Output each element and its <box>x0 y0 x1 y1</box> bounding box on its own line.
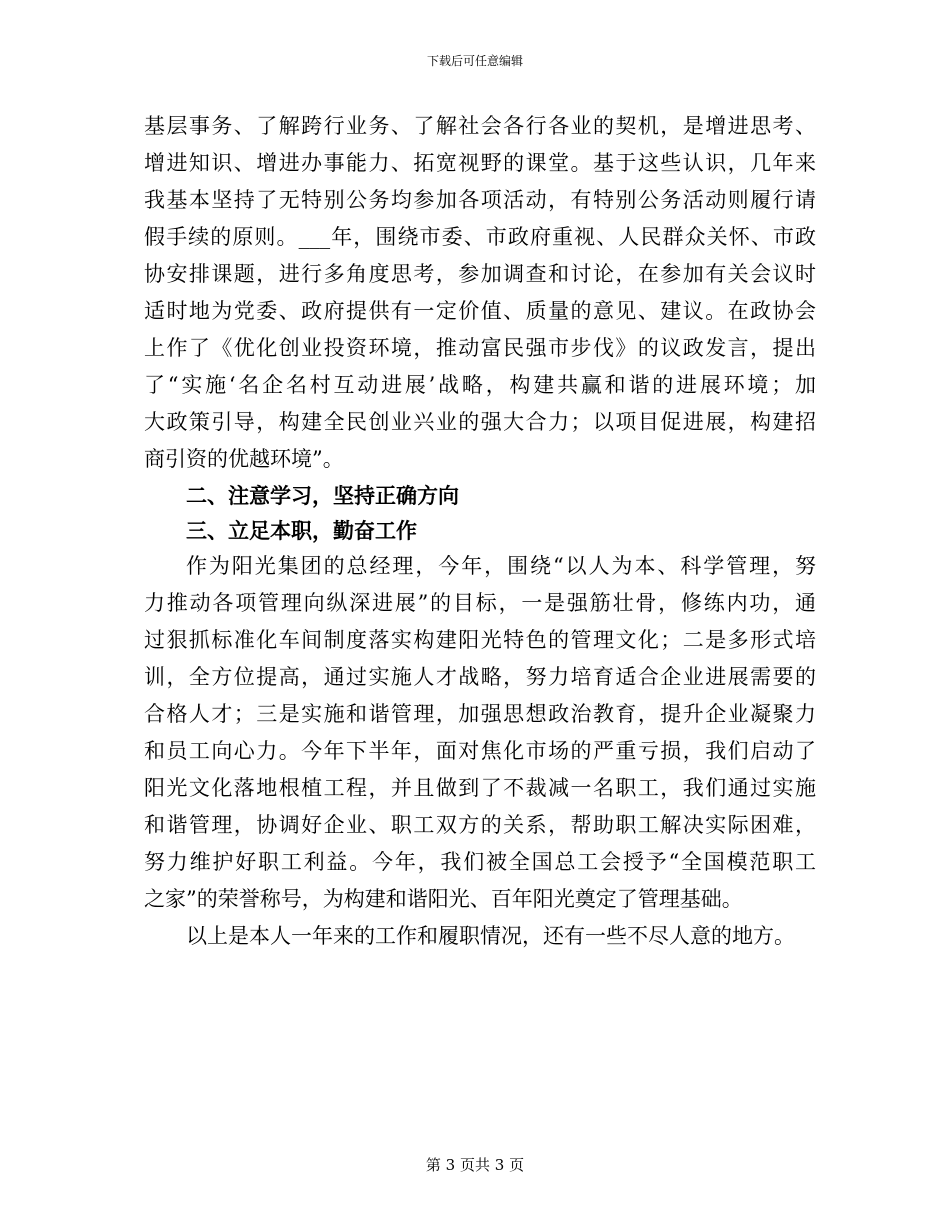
text-line: 以上是本人一年来的工作和履职情况，还有一些不尽人意的地方。 <box>186 924 795 948</box>
text-line: 大政策引导，构建全民创业兴业的强大合力；以项目促进展，构建招 <box>144 410 816 434</box>
text-line: 适时地为党委、政府提供有一定价值、质量的意见、建议。在政协会 <box>144 299 816 323</box>
text-line: 阳光文化落地根植工程，并且做到了不裁减一名职工，我们通过实施 <box>144 776 816 800</box>
text-line: 协安排课题，进行多角度思考，参加调查和讨论，在参加有关会议时 <box>144 262 816 286</box>
text-line: 作为阳光集团的总经理，今年，围绕“以人为本、科学管理，努 <box>186 554 816 578</box>
page-header: 下载后可任意编辑 <box>426 54 523 68</box>
section-heading-2: 二、注意学习，坚持正确方向 <box>186 483 459 508</box>
text-line: 假手续的原则。___年，围绕市委、市政府重视、人民群众关怀、市政 <box>144 225 816 249</box>
section-heading-3: 三、立足本职，勤奋工作 <box>186 518 417 543</box>
text-line: 增进知识、增进办事能力、拓宽视野的课堂。基于这些认识，几年来 <box>144 151 816 175</box>
text-line: 努力维护好职工利益。今年，我们被全国总工会授予“全国模范职工 <box>144 850 816 874</box>
text-line: 商引资的优越环境”。 <box>144 447 344 471</box>
document-body <box>144 108 816 955</box>
paragraph-1 <box>144 108 816 478</box>
text-line: 我基本坚持了无特别公务均参加各项活动，有特别公务活动则履行请 <box>144 188 816 212</box>
page-footer: 第 3 页共 3 页 <box>425 1156 525 1174</box>
text-line: 和谐管理，协调好企业、职工双方的关系，帮助职工解决实际困难， <box>144 813 816 837</box>
text-line: 力推动各项管理向纵深进展”的目标，一是强筋壮骨，修练内功，通 <box>144 591 816 615</box>
text-line: 基层事务、了解跨行业务、了解社会各行各业的契机，是增进思考、 <box>144 114 816 138</box>
text-line: 上作了《优化创业投资环境，推动富民强市步伐》的议政发言，提出 <box>144 336 816 360</box>
paragraph-2 <box>144 548 816 918</box>
text-line: 和员工向心力。今年下半年，面对焦化市场的严重亏损，我们启动了 <box>144 739 816 763</box>
text-line: 之家”的荣誉称号，为构建和谐阳光、百年阳光奠定了管理基础。 <box>144 887 743 911</box>
paragraph-3 <box>144 918 816 955</box>
text-line: 过狠抓标准化车间制度落实构建阳光特色的管理文化；二是多形式培 <box>144 628 816 652</box>
text-line: 合格人才；三是实施和谐管理，加强思想政治教育，提升企业凝聚力 <box>144 702 816 726</box>
text-line: 训，全方位提高，通过实施人才战略，努力培育适合企业进展需要的 <box>144 665 816 689</box>
text-line: 了“实施‘名企名村互动进展’战略，构建共赢和谐的进展环境；加 <box>144 373 816 397</box>
